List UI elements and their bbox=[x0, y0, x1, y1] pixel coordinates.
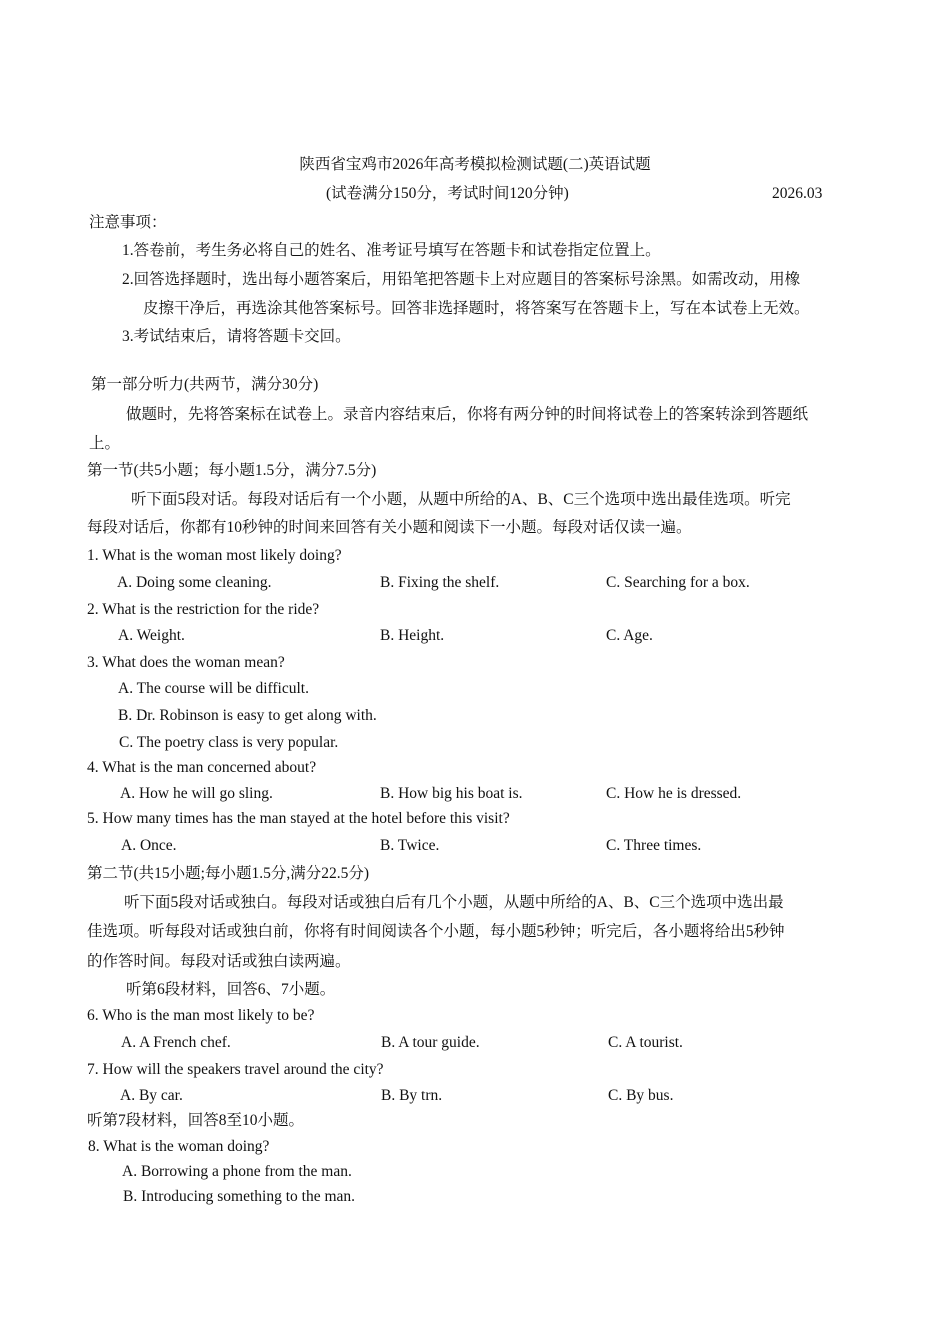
option-1b: B. Fixing the shelf. bbox=[380, 574, 500, 591]
section2-intro-line1: 听下面5段对话或独白。每段对话或独白后有几个小题，从题中所给的A、B、C三个选项中选出最 bbox=[124, 894, 784, 911]
section2-intro-line2: 佳选项。听每段对话或独白前，你将有时间阅读各个小题，每小题5秒钟；听完后，各小题将给出5秒钟 bbox=[87, 923, 785, 940]
option-5a: A. Once. bbox=[121, 837, 177, 854]
question-8: 8. What is the woman doing? bbox=[88, 1138, 270, 1155]
option-6c: C. A tourist. bbox=[608, 1034, 683, 1051]
notice-item-2-line1: 2.回答选择题时，选出每小题答案后，用铅笔把答题卡上对应题目的答案标号涂黑。如需改动，用橡 bbox=[122, 271, 801, 288]
option-2b: B. Height. bbox=[380, 627, 445, 644]
section2-heading: 第二节(共15小题;每小题1.5分,满分22.5分) bbox=[87, 865, 370, 882]
option-3a: A. The course will be difficult. bbox=[118, 680, 309, 697]
option-2a: A. Weight. bbox=[118, 627, 185, 644]
question-7: 7. How will the speakers travel around the city? bbox=[87, 1061, 384, 1078]
part1-heading: 第一部分听力(共两节，满分30分) bbox=[91, 376, 319, 393]
question-5: 5. How many times has the man stayed at the hotel before this visit? bbox=[87, 810, 510, 827]
question-4: 4. What is the man concerned about? bbox=[87, 759, 317, 776]
question-1: 1. What is the woman most likely doing? bbox=[87, 547, 342, 564]
option-4c: C. How he is dressed. bbox=[606, 785, 742, 802]
question-3: 3. What does the woman mean? bbox=[87, 654, 285, 671]
notice-item-3: 3.考试结束后，请将答题卡交回。 bbox=[122, 328, 351, 345]
section1-heading: 第一节(共5小题；每小题1.5分，满分7.5分) bbox=[87, 462, 377, 479]
material-6-instruction: 听第6段材料，回答6、7小题。 bbox=[126, 981, 336, 998]
option-3b: B. Dr. Robinson is easy to get along with. bbox=[118, 707, 377, 724]
option-6b: B. A tour guide. bbox=[381, 1034, 480, 1051]
option-2c: C. Age. bbox=[606, 627, 653, 644]
section1-intro-line2: 每段对话后，你都有10秒钟的时间来回答有关小题和阅读下一小题。每段对话仅读一遍。 bbox=[87, 519, 692, 536]
exam-title: 陕西省宝鸡市2026年高考模拟检测试题(二)英语试题 bbox=[299, 156, 651, 173]
option-6a: A. A French chef. bbox=[121, 1034, 231, 1051]
part1-intro-line2: 上。 bbox=[89, 435, 121, 452]
option-5b: B. Twice. bbox=[380, 837, 440, 854]
notice-item-1: 1.答卷前，考生务必将自己的姓名、准考证号填写在答题卡和试卷指定位置上。 bbox=[122, 242, 661, 259]
section2-intro-line3: 的作答时间。每段对话或独白读两遍。 bbox=[87, 953, 351, 970]
exam-subtitle: (试卷满分150分，考试时间120分钟) bbox=[326, 185, 569, 202]
notice-item-2-line2: 皮擦干净后，再选涂其他答案标号。回答非选择题时，将答案写在答题卡上，写在本试卷上无效。 bbox=[143, 300, 810, 317]
part1-intro-line1: 做题时，先将答案标在试卷上。录音内容结束后，你将有两分钟的时间将试卷上的答案转涂到答题纸 bbox=[126, 406, 809, 423]
option-7b: B. By trn. bbox=[381, 1087, 443, 1104]
option-8a: A. Borrowing a phone from the man. bbox=[122, 1163, 352, 1180]
option-5c: C. Three times. bbox=[606, 837, 702, 854]
option-4b: B. How big his boat is. bbox=[380, 785, 523, 802]
option-1c: C. Searching for a box. bbox=[606, 574, 750, 591]
option-7c: C. By bus. bbox=[608, 1087, 674, 1104]
section1-intro-line1: 听下面5段对话。每段对话后有一个小题，从题中所给的A、B、C三个选项中选出最佳选项。听完 bbox=[131, 491, 791, 508]
option-3c: C. The poetry class is very popular. bbox=[119, 734, 339, 751]
option-4a: A. How he will go sling. bbox=[120, 785, 273, 802]
option-7a: A. By car. bbox=[120, 1087, 183, 1104]
notice-heading: 注意事项： bbox=[89, 214, 167, 231]
material-7-instruction: 听第7段材料，回答8至10小题。 bbox=[87, 1112, 305, 1129]
option-1a: A. Doing some cleaning. bbox=[117, 574, 272, 591]
question-6: 6. Who is the man most likely to be? bbox=[87, 1007, 315, 1024]
option-8b: B. Introducing something to the man. bbox=[123, 1188, 356, 1205]
exam-date: 2026.03 bbox=[772, 185, 823, 202]
question-2: 2. What is the restriction for the ride? bbox=[87, 601, 320, 618]
